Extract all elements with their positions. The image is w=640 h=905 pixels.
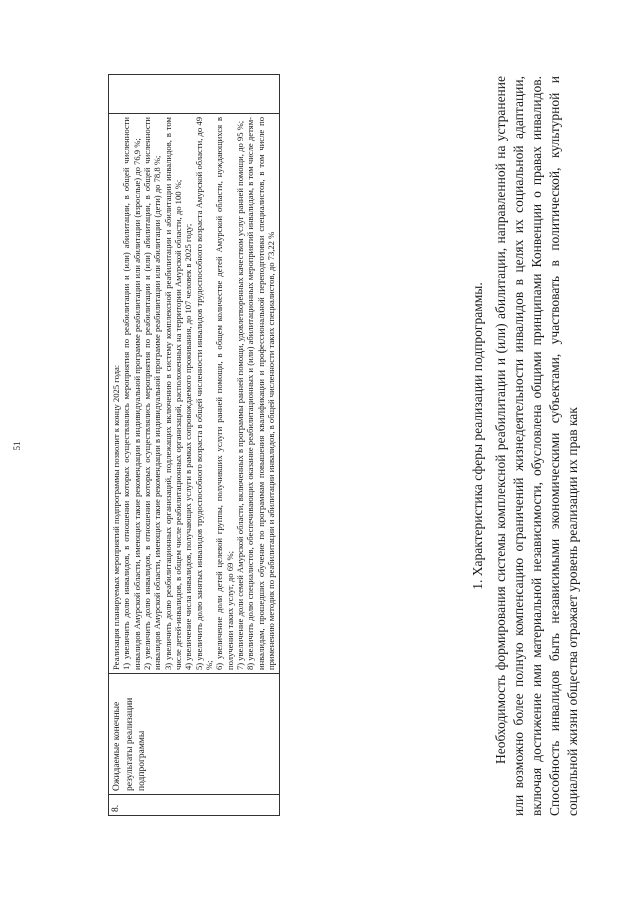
result-item-5: 5) увеличить долю занятых инвалидов трудоспособного возраста в общей численности инвалидов трудоспособного возраста Амурской области, до 49 %; bbox=[193, 117, 215, 670]
result-item-4: 4) увеличение числа инвалидов, получающих услуги в рамках сопровождаемого проживания, до 107 человек в 2025 году; bbox=[183, 223, 194, 670]
row-label: Ожидаемые конечные результаты реализации подпрограммы bbox=[112, 697, 147, 791]
results-intro: Реализация планируемых мероприятий подпрограммы позволит к концу 2025 года: bbox=[111, 364, 121, 670]
result-item-6: 6) увеличение доли детей целевой группы, получивших услуги ранней помощи, в общем количестве детей Амурской области, нуждающихся в получении таких услуг, до 69 %; bbox=[214, 117, 235, 670]
row-number-cell bbox=[109, 795, 280, 816]
rotated-landscape-content bbox=[8, 56, 608, 856]
row-label-cell bbox=[109, 674, 280, 795]
row-number: 8. bbox=[111, 804, 121, 812]
result-item-1: 1) увеличить долю инвалидов, в отношении которых осуществлялись мероприятия по реабилитации и (или) абилитации, в общей численности инвалидов Амурской области, имеющих такие рекомендации в индивидуальной программе реабилитации или абилитации (взрослые) до 76,9 %; bbox=[121, 117, 142, 670]
body-paragraph-text: Необходимость формирования системы комплексной реабилитации и (или) абилитации, направленной на устранение или возможно более полную компенсацию ограничений жизнедеятельности инвалидов в целях их социальной адаптации, включая достижение ими материальной независимости, обусловлена общими принципами Конвенции о правах инвалидов. Способность инвалидов быть независимыми экономическими субъектами, участвовать в политической, культурной и социальной жизни общества отражает уровень реализации их прав как bbox=[493, 76, 580, 816]
body-paragraph bbox=[492, 76, 582, 816]
page-number: 51 bbox=[12, 441, 22, 451]
result-item-2: 2) увеличить долю инвалидов, в отношении которых осуществлялись мероприятия по реабилитации и (или) абилитации, в общей численности инвалидов Амурской области, имеющих такие рекомендации в индивидуальной программе реабилитации или абилитации (дети) до 78,8 %; bbox=[142, 117, 163, 670]
result-item-7: 7) увеличение доли семей Амурской области, включенных в программы ранней помощи, удовлетворенных качеством услуг ранней помощи, до 95 %; bbox=[235, 120, 246, 670]
section-heading: 1. Характеристика сферы реализации подпрограммы. bbox=[470, 282, 485, 590]
passport-table bbox=[108, 74, 280, 816]
row-content-cell bbox=[109, 114, 280, 674]
empty-cell bbox=[109, 75, 280, 114]
result-item-8: 8) увеличить долю специалистов, обеспечивающих оказание реабилитационных и (или) абилитационных мероприятий инвалидам, в том числе детям-инвалидам, прошедших обучение по программам повышения квалификации и профессиональной переподготовки специалистов, в том числе по применению методик по реабилитации и абилитации инвалидов, в общей численности таких специалистов, до 73,22 % bbox=[245, 117, 277, 670]
result-item-3: 3) увеличить долю реабилитационных организаций, подлежащих включению в систему комплексной реабилитации и абилитации инвалидов, в том числе детей-инвалидов, в общем числе реабилитационных организаций, расположенных на территории Амурской области, до 100 %; bbox=[162, 117, 184, 670]
table-row bbox=[109, 75, 280, 816]
